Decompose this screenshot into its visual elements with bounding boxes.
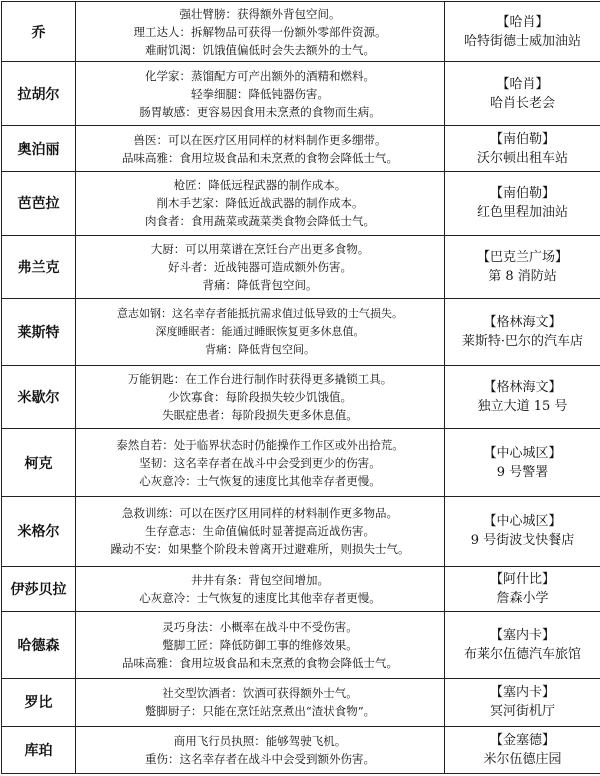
location-region: 【哈肖】 [445,13,600,32]
location-place: 冥河街机厅 [445,702,600,721]
survivor-name: 伊莎贝拉 [2,566,76,611]
survivor-location [445,299,600,366]
location-region: 【哈肖】 [445,75,600,94]
survivor-name: 弗兰克 [2,235,76,299]
location-place: 詹森小学 [445,589,600,608]
survivor-name: 芭芭拉 [2,172,76,236]
trait-line: 坚韧：这名幸存者在战斗中会受到更少的伤害。 [76,454,444,472]
survivor-name: 米格尔 [2,497,76,567]
location-place: 独立大道 15 号 [445,397,600,416]
trait-line: 大厨：可以用菜谱在烹饪台产出更多食物。 [76,240,444,258]
trait-line: 蹩脚厨子：只能在烹饪站烹煮出“渣状食物”。 [76,702,444,720]
location-place: 沃尔顿出租车站 [445,149,600,168]
survivor-table-body [2,2,600,774]
survivor-traits [76,611,445,678]
survivor-traits [76,299,445,366]
location-region: 【巴克兰广场】 [445,248,600,267]
survivor-traits [76,678,445,726]
survivor-location [445,235,600,299]
survivor-row [2,678,600,726]
survivor-location [445,429,600,497]
survivor-traits [76,497,445,567]
trait-line: 灵巧身法：小概率在战斗中不受伤害。 [76,618,444,636]
survivor-location [445,2,600,62]
survivor-location [445,726,600,773]
survivor-name: 米歇尔 [2,365,76,429]
survivor-row [2,172,600,236]
survivor-row [2,566,600,611]
survivor-name: 库珀 [2,726,76,773]
survivor-row [2,62,600,126]
survivor-traits [76,62,445,126]
location-region: 【中心城区】 [445,512,600,531]
trait-line: 重伤：这名幸存者在战斗中会受到额外伤害。 [76,750,444,768]
trait-line: 强壮臂膀：获得额外背包空间。 [76,5,444,23]
survivor-row [2,726,600,773]
trait-line: 化学家：蒸馏配方可产出额外的酒精和燃料。 [76,67,444,85]
survivor-location [445,365,600,429]
trait-line: 兽医：可以在医疗区用同样的材料制作更多绷带。 [76,131,444,149]
trait-line: 背痛：降低背包空间。 [76,341,444,359]
survivor-location [445,497,600,567]
survivor-name: 奥泊丽 [2,126,76,172]
location-place: 哈肖长老会 [445,94,600,113]
survivor-name: 哈德森 [2,611,76,678]
survivor-row [2,611,600,678]
location-region: 【塞内卡】 [445,683,600,702]
trait-line: 品味高雅：食用垃圾食品和未烹煮的食物会降低士气。 [76,654,444,672]
location-place: 红色里程加油站 [445,203,600,222]
survivor-row [2,497,600,567]
location-place: 莱斯特·巴尔的汽车店 [445,332,600,351]
location-region: 【南伯勒】 [445,130,600,149]
location-region: 【中心城区】 [445,444,600,463]
trait-line: 肉食者：食用蔬菜或蔬菜类食物会降低士气。 [76,212,444,230]
trait-line: 意志如钢：这名幸存者能抵抗需求值过低导致的士气损失。 [76,305,444,323]
survivor-traits [76,365,445,429]
trait-line: 难耐饥渴：饥饿值偏低时会失去额外的士气。 [76,41,444,59]
location-place: 布莱尔伍德汽车旅馆 [445,645,600,664]
trait-line: 万能钥匙：在工作台进行制作时获得更多撬锁工具。 [76,370,444,388]
survivor-row [2,299,600,366]
trait-line: 泰然自若：处于临界状态时仍能操作工作区或外出拾荒。 [76,436,444,454]
trait-line: 蹩脚工匠：降低防御工事的维修效果。 [76,636,444,654]
survivor-location [445,566,600,611]
survivor-location [445,611,600,678]
trait-line: 深度睡眠者：能通过睡眠恢复更多休息值。 [76,323,444,341]
survivor-row [2,2,600,62]
trait-line: 枪匠：降低远程武器的制作成本。 [76,176,444,194]
trait-line: 理工达人：拆解物品可获得一份额外零部件资源。 [76,23,444,41]
trait-line: 社交型饮酒者：饮酒可获得额外士气。 [76,684,444,702]
survivor-traits [76,126,445,172]
trait-line: 商用飞行员执照：能够驾驶飞机。 [76,732,444,750]
trait-line: 少饮寡食：每阶段损失较少饥饿值。 [76,388,444,406]
survivor-traits [76,2,445,62]
trait-line: 心灰意冷：士气恢复的速度比其他幸存者更慢。 [76,472,444,490]
location-place: 9 号街波戈快餐店 [445,531,600,550]
survivor-row [2,235,600,299]
location-place: 9 号警署 [445,463,600,482]
survivor-name: 莱斯特 [2,299,76,366]
survivor-row [2,429,600,497]
location-place: 米尔伍德庄园 [445,750,600,769]
survivor-table [1,1,600,774]
trait-line: 肠胃敏感：更容易因食用未烹煮的食物而生病。 [76,103,444,121]
survivor-traits [76,235,445,299]
trait-line: 品味高雅：食用垃圾食品和未烹煮的食物会降低士气。 [76,149,444,167]
survivor-traits [76,429,445,497]
location-place: 第 8 消防站 [445,267,600,286]
trait-line: 轻拳细腿：降低钝器伤害。 [76,85,444,103]
trait-line: 背痛：降低背包空间。 [76,276,444,294]
location-region: 【金塞德】 [445,731,600,750]
location-region: 【南伯勒】 [445,184,600,203]
survivor-row [2,365,600,429]
trait-line: 生存意志：生命值偏低时显著提高近战伤害。 [76,522,444,540]
survivor-name: 罗比 [2,678,76,726]
trait-line: 躁动不安：如果整个阶段未曾离开过避难所，则损失士气。 [76,540,444,558]
survivor-location [445,62,600,126]
survivor-traits [76,726,445,773]
survivor-traits [76,172,445,236]
survivor-location [445,126,600,172]
trait-line: 削木手艺家：降低近战武器的制作成本。 [76,194,444,212]
trait-line: 井井有条：背包空间增加。 [76,571,444,589]
survivor-name: 柯克 [2,429,76,497]
survivor-name: 乔 [2,2,76,62]
trait-line: 急救训练：可以在医疗区用同样的材料制作更多物品。 [76,504,444,522]
location-place: 哈特街德士威加油站 [445,32,600,51]
survivor-location [445,678,600,726]
survivor-row [2,126,600,172]
trait-line: 失眠症患者：每阶段损失更多休息值。 [76,406,444,424]
trait-line: 心灰意冷：士气恢复的速度比其他幸存者更慢。 [76,589,444,607]
location-region: 【阿什比】 [445,570,600,589]
location-region: 【塞内卡】 [445,626,600,645]
location-region: 【格林海文】 [445,313,600,332]
survivor-name: 拉胡尔 [2,62,76,126]
trait-line: 好斗者：近战钝器可造成额外伤害。 [76,258,444,276]
survivor-location [445,172,600,236]
survivor-traits [76,566,445,611]
location-region: 【格林海文】 [445,378,600,397]
